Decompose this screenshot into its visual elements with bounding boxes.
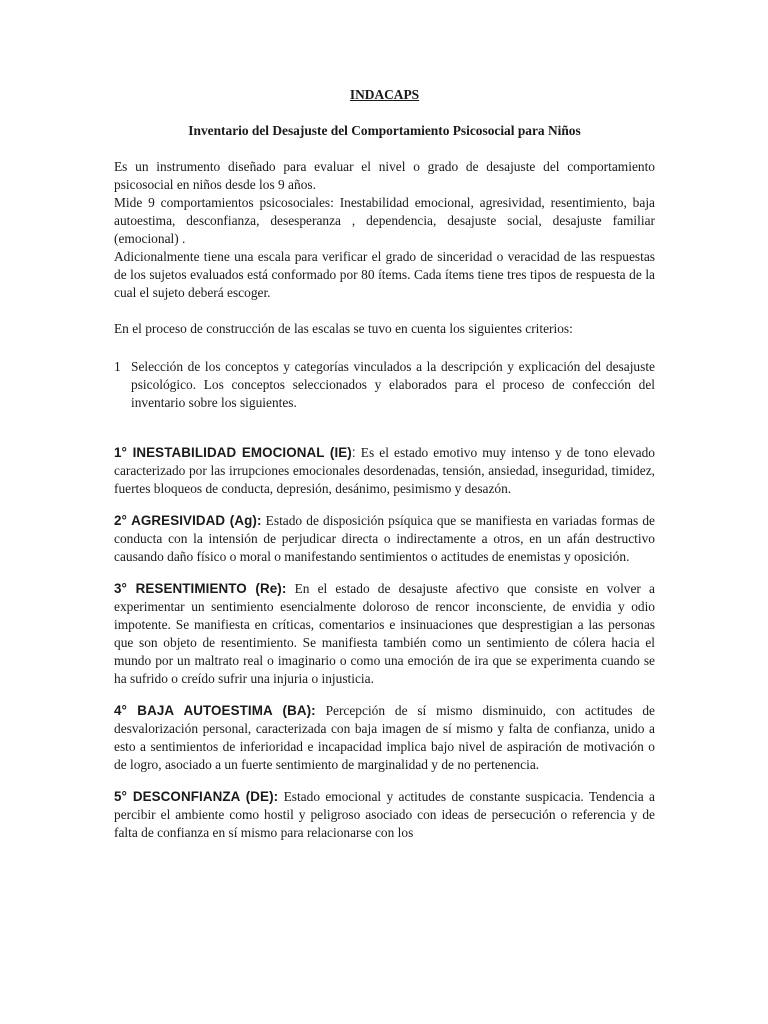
- trait-section-ag: [114, 512, 655, 566]
- trait-description: Estado emocional y actitudes de constante suspicacia. Tendencia a percibir el ambiente como hostil y peligroso asociado con ideas de persecución o referencia y de falta de confianza en sí mismo para relacionarse con los: [114, 789, 655, 840]
- document-title: INDACAPS: [349, 87, 420, 102]
- trait-heading: 4° BAJA AUTOESTIMA (BA):: [114, 703, 316, 718]
- list-item-text: Selección de los conceptos y categorías vinculados a la descripción y explicación del desajuste psicológico. Los conceptos seleccionados y elaborados para el proceso de confección del inventario sobre los siguientes.: [131, 359, 655, 410]
- intro-paragraph: Mide 9 comportamientos psicosociales: Inestabilidad emocional, agresividad, resentimiento, baja autoestima, desconfianza, desesperanza , dependencia, desajuste social, desajuste familiar (emocional) .: [114, 195, 655, 246]
- trait-heading: 3° RESENTIMIENTO (Re):: [114, 581, 287, 596]
- intro-section: [114, 158, 655, 302]
- trait-section-ie: [114, 444, 655, 498]
- criteria-list-item: [114, 358, 655, 412]
- trait-description: Es el estado emotivo muy intenso y de tono elevado caracterizado por las irrupciones emocionales desordenadas, tensión, ansiedad, inseguridad, timidez, fuertes bloqueos de conducta, depresión, desánimo, pesimismo y desazón.: [114, 445, 655, 496]
- trait-section-re: [114, 580, 655, 688]
- trait-heading: 5° DESCONFIANZA (DE):: [114, 789, 279, 804]
- document-subtitle: Inventario del Desajuste del Comportamiento Psicosocial para Niños: [188, 123, 581, 138]
- trait-description: Estado de disposición psíquica que se manifiesta en variadas formas de conducta con la intensión de perjudicar directa o indirectamente a otros, en un afán destructivo causando daño físico o moral o manifestando sentimientos o actitudes de enemistas y oposición.: [114, 513, 655, 564]
- trait-heading: 1° INESTABILIDAD EMOCIONAL (IE):: [114, 445, 356, 460]
- criteria-intro: En el proceso de construcción de las escalas se tuvo en cuenta los siguientes criterios:: [114, 321, 573, 336]
- trait-description: Percepción de sí mismo disminuido, con actitudes de desvalorización personal, caracterizada con baja imagen de sí mismo y falta de confianza, unido a esto a sentimientos de inferioridad e incapacidad implica bajo nivel de aspiración de motivación o de logro, asociado a un fuerte sentimiento de marginalidad y de no pertenencia.: [114, 703, 655, 772]
- document-page: [114, 86, 655, 856]
- list-number: 1: [114, 359, 121, 374]
- trait-section-de: [114, 788, 655, 842]
- intro-paragraph: Adicionalmente tiene una escala para verificar el grado de sinceridad o veracidad de las respuestas de los sujetos evaluados está conformado por 80 ítems. Cada ítems tiene tres tipos de respuesta de la cual el sujeto deberá escoger.: [114, 249, 655, 300]
- intro-paragraph: Es un instrumento diseñado para evaluar el nivel o grado de desajuste del comportamiento psicosocial en niños desde los 9 años.: [114, 159, 655, 192]
- trait-section-ba: [114, 702, 655, 774]
- trait-heading: 2° AGRESIVIDAD (Ag):: [114, 513, 262, 528]
- trait-description: En el estado de desajuste afectivo que consiste en volver a experimentar un sentimiento esencialmente doloroso de rencor inconsciente, de envidia y odio impotente. Se manifiesta en críticas, comentarios e insinuaciones que desprestigian a las personas que son objeto de resentimiento. Se manifiesta también como un sentimiento de cólera hacia el mundo por un maltrato real o imaginario o como una emoción de ira que se experimenta cuando se ha sufrido o creído sufrir una injuria o injusticia.: [114, 581, 655, 686]
